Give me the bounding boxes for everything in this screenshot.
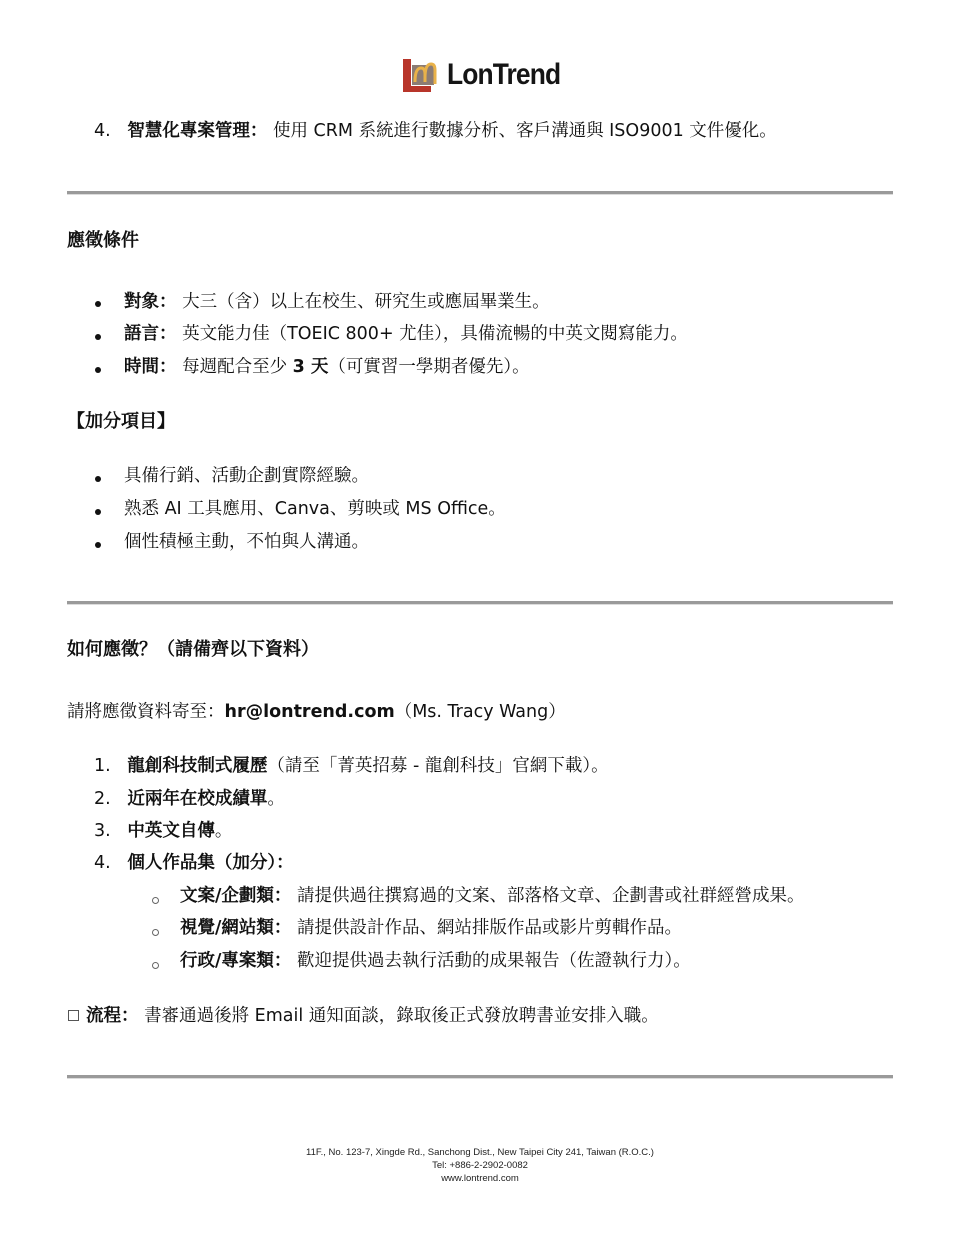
item-text: （請至「菁英招募 - 龍創科技」官網下載）。 [267,756,609,776]
item-text: 歡迎提供過去執行活動的成果報告（佐證執行力）。 [296,951,691,971]
item-text: （可實習一學期者優先）。 [328,357,530,377]
email-link[interactable]: hr@lontrend.com [224,702,395,722]
item-text: 每週配合至少 [182,357,293,377]
list-number: 4. [94,853,111,873]
item-title: 中英文自傳 [127,821,215,841]
document-item [94,754,609,778]
item-text: 大三（含）以上在校生、研究生或應屆畢業生。 [182,292,550,312]
process-note [86,1004,659,1028]
item-title: 近兩年在校成績單 [127,789,268,809]
bonus-item: 個性積極主動，不怕與人溝通。 [124,532,369,552]
apply-heading: 如何應徵？（請備齊以下資料） [67,639,319,660]
send-instruction [67,700,566,724]
intro-list-item [94,119,777,143]
bullet-icon [95,542,101,548]
list-number: 2. [94,789,111,809]
bullet-icon [95,301,101,307]
footer-address: 11F., No. 123-7, Xingde Rd., Sanchong Dist., New Taipei City 241, Taiwan (R.O.C.) [306,1147,654,1158]
list-number: 4. [94,121,111,141]
circle-bullet-icon [152,962,159,969]
document-item [94,787,285,811]
lontrend-logo-icon [401,56,439,94]
list-number: 1. [94,756,111,776]
portfolio-item [180,884,804,908]
item-label: 對象： [124,292,177,312]
bullet-icon [95,476,101,482]
item-text: 英文能力佳（TOEIC 800+ 尤佳），具備流暢的中英文閱寫能力。 [182,324,688,344]
send-prefix: 請將應徵資料寄至： [67,702,225,722]
item-text: 。 [267,789,285,809]
item-text: 。 [214,821,233,841]
portfolio-item [180,949,691,973]
bullet-icon [95,509,101,515]
portfolio-item [180,916,682,940]
circle-bullet-icon [152,929,159,936]
bullet-icon [95,334,101,340]
bonus-heading: 【加分項目】 [67,411,175,432]
document-item [94,851,294,875]
item-label: 語言： [124,324,177,344]
item-text: 請提供過往撰寫過的文案、部落格文章、企劃書或社群經營成果。 [296,886,805,906]
company-logo [401,55,576,95]
circle-bullet-icon [152,897,159,904]
checkbox-icon [68,1010,79,1021]
process-label: 流程： [86,1006,139,1026]
requirements-heading: 應徵條件 [67,230,139,251]
bonus-item: 具備行銷、活動企劃實際經驗。 [124,466,369,486]
divider [67,191,893,195]
footer-tel: Tel: +886-2-2902-0082 [432,1160,528,1171]
item-title: 智慧化專案管理： [127,121,268,141]
item-title: 龍創科技制式履歷 [127,756,268,776]
process-text: 書審通過後將 Email 通知面談，錄取後正式發放聘書並安排入職。 [144,1006,659,1026]
logo-text: LonTrend [447,58,561,91]
item-label: 行政/專案類： [180,951,292,971]
item-title: 個人作品集（加分）： [127,853,294,873]
item-text-bold: 3 天 [292,357,329,377]
list-number: 3. [94,821,111,841]
item-text: 請提供設計作品、網站排版作品或影片剪輯作品。 [296,918,682,938]
bonus-item: 熟悉 AI 工具應用、Canva、剪映或 MS Office。 [124,499,506,519]
item-text: 使用 CRM 系統進行數據分析、客戶溝通與 ISO9001 文件優化。 [272,121,777,141]
divider [67,601,893,605]
requirement-item [124,290,550,314]
item-label: 時間： [124,357,177,377]
contact-name: （Ms. Tracy Wang） [394,702,566,722]
document-item [94,819,232,843]
requirement-item [124,355,530,379]
item-label: 視覺/網站類： [180,918,292,938]
footer [0,1146,960,1185]
divider [67,1075,893,1079]
requirement-item [124,322,688,346]
footer-website[interactable]: www.lontrend.com [441,1173,519,1184]
bullet-icon [95,367,101,373]
item-label: 文案/企劃類： [180,886,292,906]
